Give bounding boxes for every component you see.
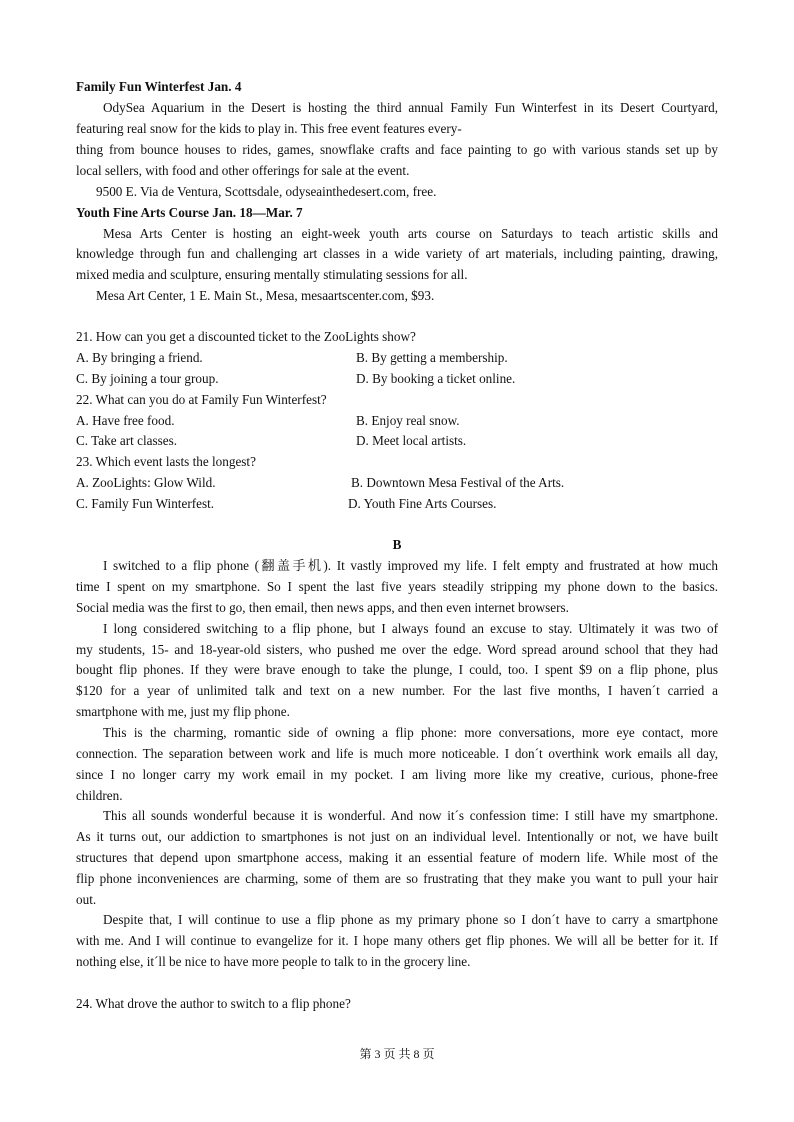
option-c: C. Family Fun Winterfest. — [76, 496, 215, 511]
option-a: A. By bringing a friend. — [76, 350, 203, 365]
passage-line: time I spent on my smartphone. So I spent the last five years steadily stripping my phone down to the basics. — [76, 579, 718, 594]
option-d: D. By booking a ticket online. — [356, 371, 516, 386]
youth-course-text-line: Mesa Arts Center is hosting an eight-week youth arts course on Saturdays to teach artistic skills and — [103, 226, 718, 241]
option-c: C. Take art classes. — [76, 433, 178, 448]
question-stem: 24. What drove the author to switch to a flip phone? — [76, 996, 351, 1011]
youth-course-text-line: mixed media and sculpture, ensuring mentally stimulating sessions for all. — [76, 267, 468, 282]
passage-line: bought flip phones. If they were brave enough to take the plunge, I could, too. I spent $9 on a flip phone, plus — [76, 662, 718, 677]
option-d: D. Meet local artists. — [356, 433, 467, 448]
option-d: D. Youth Fine Arts Courses. — [348, 496, 497, 511]
passage-line: $120 for a year of unlimited talk and text on a new number. For the last five months, I haven´t carried a — [76, 683, 718, 698]
page-footer: 第 3 页 共 8 页 — [359, 1047, 435, 1061]
winterfest-text-line: OdySea Aquarium in the Desert is hosting the third annual Family Fun Winterfest in its Desert Courtyard, — [103, 100, 718, 115]
option-b: B. Enjoy real snow. — [356, 413, 460, 428]
passage-line: connection. The separation between work and life is much more noticeable. I don´t overthink work emails all day, — [76, 746, 718, 761]
youth-course-heading: Youth Fine Arts Course Jan. 18—Mar. 7 — [76, 205, 303, 220]
passage-line: out. — [76, 892, 97, 907]
question-stem: 22. What can you do at Family Fun Winterfest? — [76, 392, 327, 407]
passage-line: flip phone inconveniences are charming, some of them are so frustrating that they make you want to pull your hair — [76, 871, 718, 886]
option-c: C. By joining a tour group. — [76, 371, 219, 386]
section-b-title: B — [392, 537, 402, 552]
passage-line: since I no longer carry my work email in my pocket. I am living more like my creative, curious, phone-free — [76, 767, 718, 782]
passage-line: This all sounds wonderful because it is wonderful. And now it´s confession time: I still have my smartphone. — [103, 808, 718, 823]
winterfest-text-line: featuring real snow for the kids to play in. This free event features every- — [76, 121, 462, 136]
winterfest-text-line: thing from bounce houses to rides, games, snowflake crafts and face painting to go with various stands set up by — [76, 142, 718, 157]
question-stem: 23. Which event lasts the longest? — [76, 454, 256, 469]
passage-line: my students, 15- and 18-year-old sisters, who pushed me over the edge. Word spread around school that they had — [76, 642, 718, 657]
winterfest-text-line: local sellers, with food and other offerings for sale at the event. — [76, 163, 410, 178]
passage-line: As it turns out, our addiction to smartphones is not just on an individual level. Intentionally or not, we have built — [76, 829, 718, 844]
passage-line: with me. And I will continue to evangelize for it. I hope many others get flip phones. We will all be better for it. If — [76, 933, 718, 948]
passage-line: I long considered switching to a flip phone, but I always found an excuse to stay. Ultimately it was two of — [103, 621, 718, 636]
passage-line: I switched to a flip phone (翻盖手机). It vastly improved my life. I felt empty and frustrated at how much — [103, 558, 718, 573]
winterfest-heading: Family Fun Winterfest Jan. 4 — [76, 79, 242, 94]
passage-line: Despite that, I will continue to use a flip phone as my primary phone so I don´t have to carry a smartphone — [103, 912, 718, 927]
passage-line: structures that depend upon smartphone access, making it an essential feature of modern life. While most of the — [76, 850, 718, 865]
passage-line: children. — [76, 788, 123, 803]
passage-line: nothing else, it´ll be nice to have more people to talk to in the grocery line. — [76, 954, 471, 969]
passage-line: Social media was the first to go, then email, then news apps, and then even internet browsers. — [76, 600, 569, 615]
option-b: B. By getting a membership. — [356, 350, 508, 365]
winterfest-info: 9500 E. Via de Ventura, Scottsdale, odyseainthedesert.com, free. — [96, 184, 437, 199]
option-a: A. Have free food. — [76, 413, 175, 428]
option-b: B. Downtown Mesa Festival of the Arts. — [351, 475, 565, 490]
youth-course-info: Mesa Art Center, 1 E. Main St., Mesa, mesaartscenter.com, $93. — [96, 288, 435, 303]
option-a: A. ZooLights: Glow Wild. — [76, 475, 216, 490]
youth-course-text-line: knowledge through fun and challenging art classes in a wide variety of art materials, including painting, drawing, — [76, 246, 718, 261]
passage-line: This is the charming, romantic side of owning a flip phone: more conversations, more eye contact, more — [103, 725, 718, 740]
passage-line: smartphone with me, just my flip phone. — [76, 704, 290, 719]
question-stem: 21. How can you get a discounted ticket to the ZooLights show? — [76, 329, 416, 344]
